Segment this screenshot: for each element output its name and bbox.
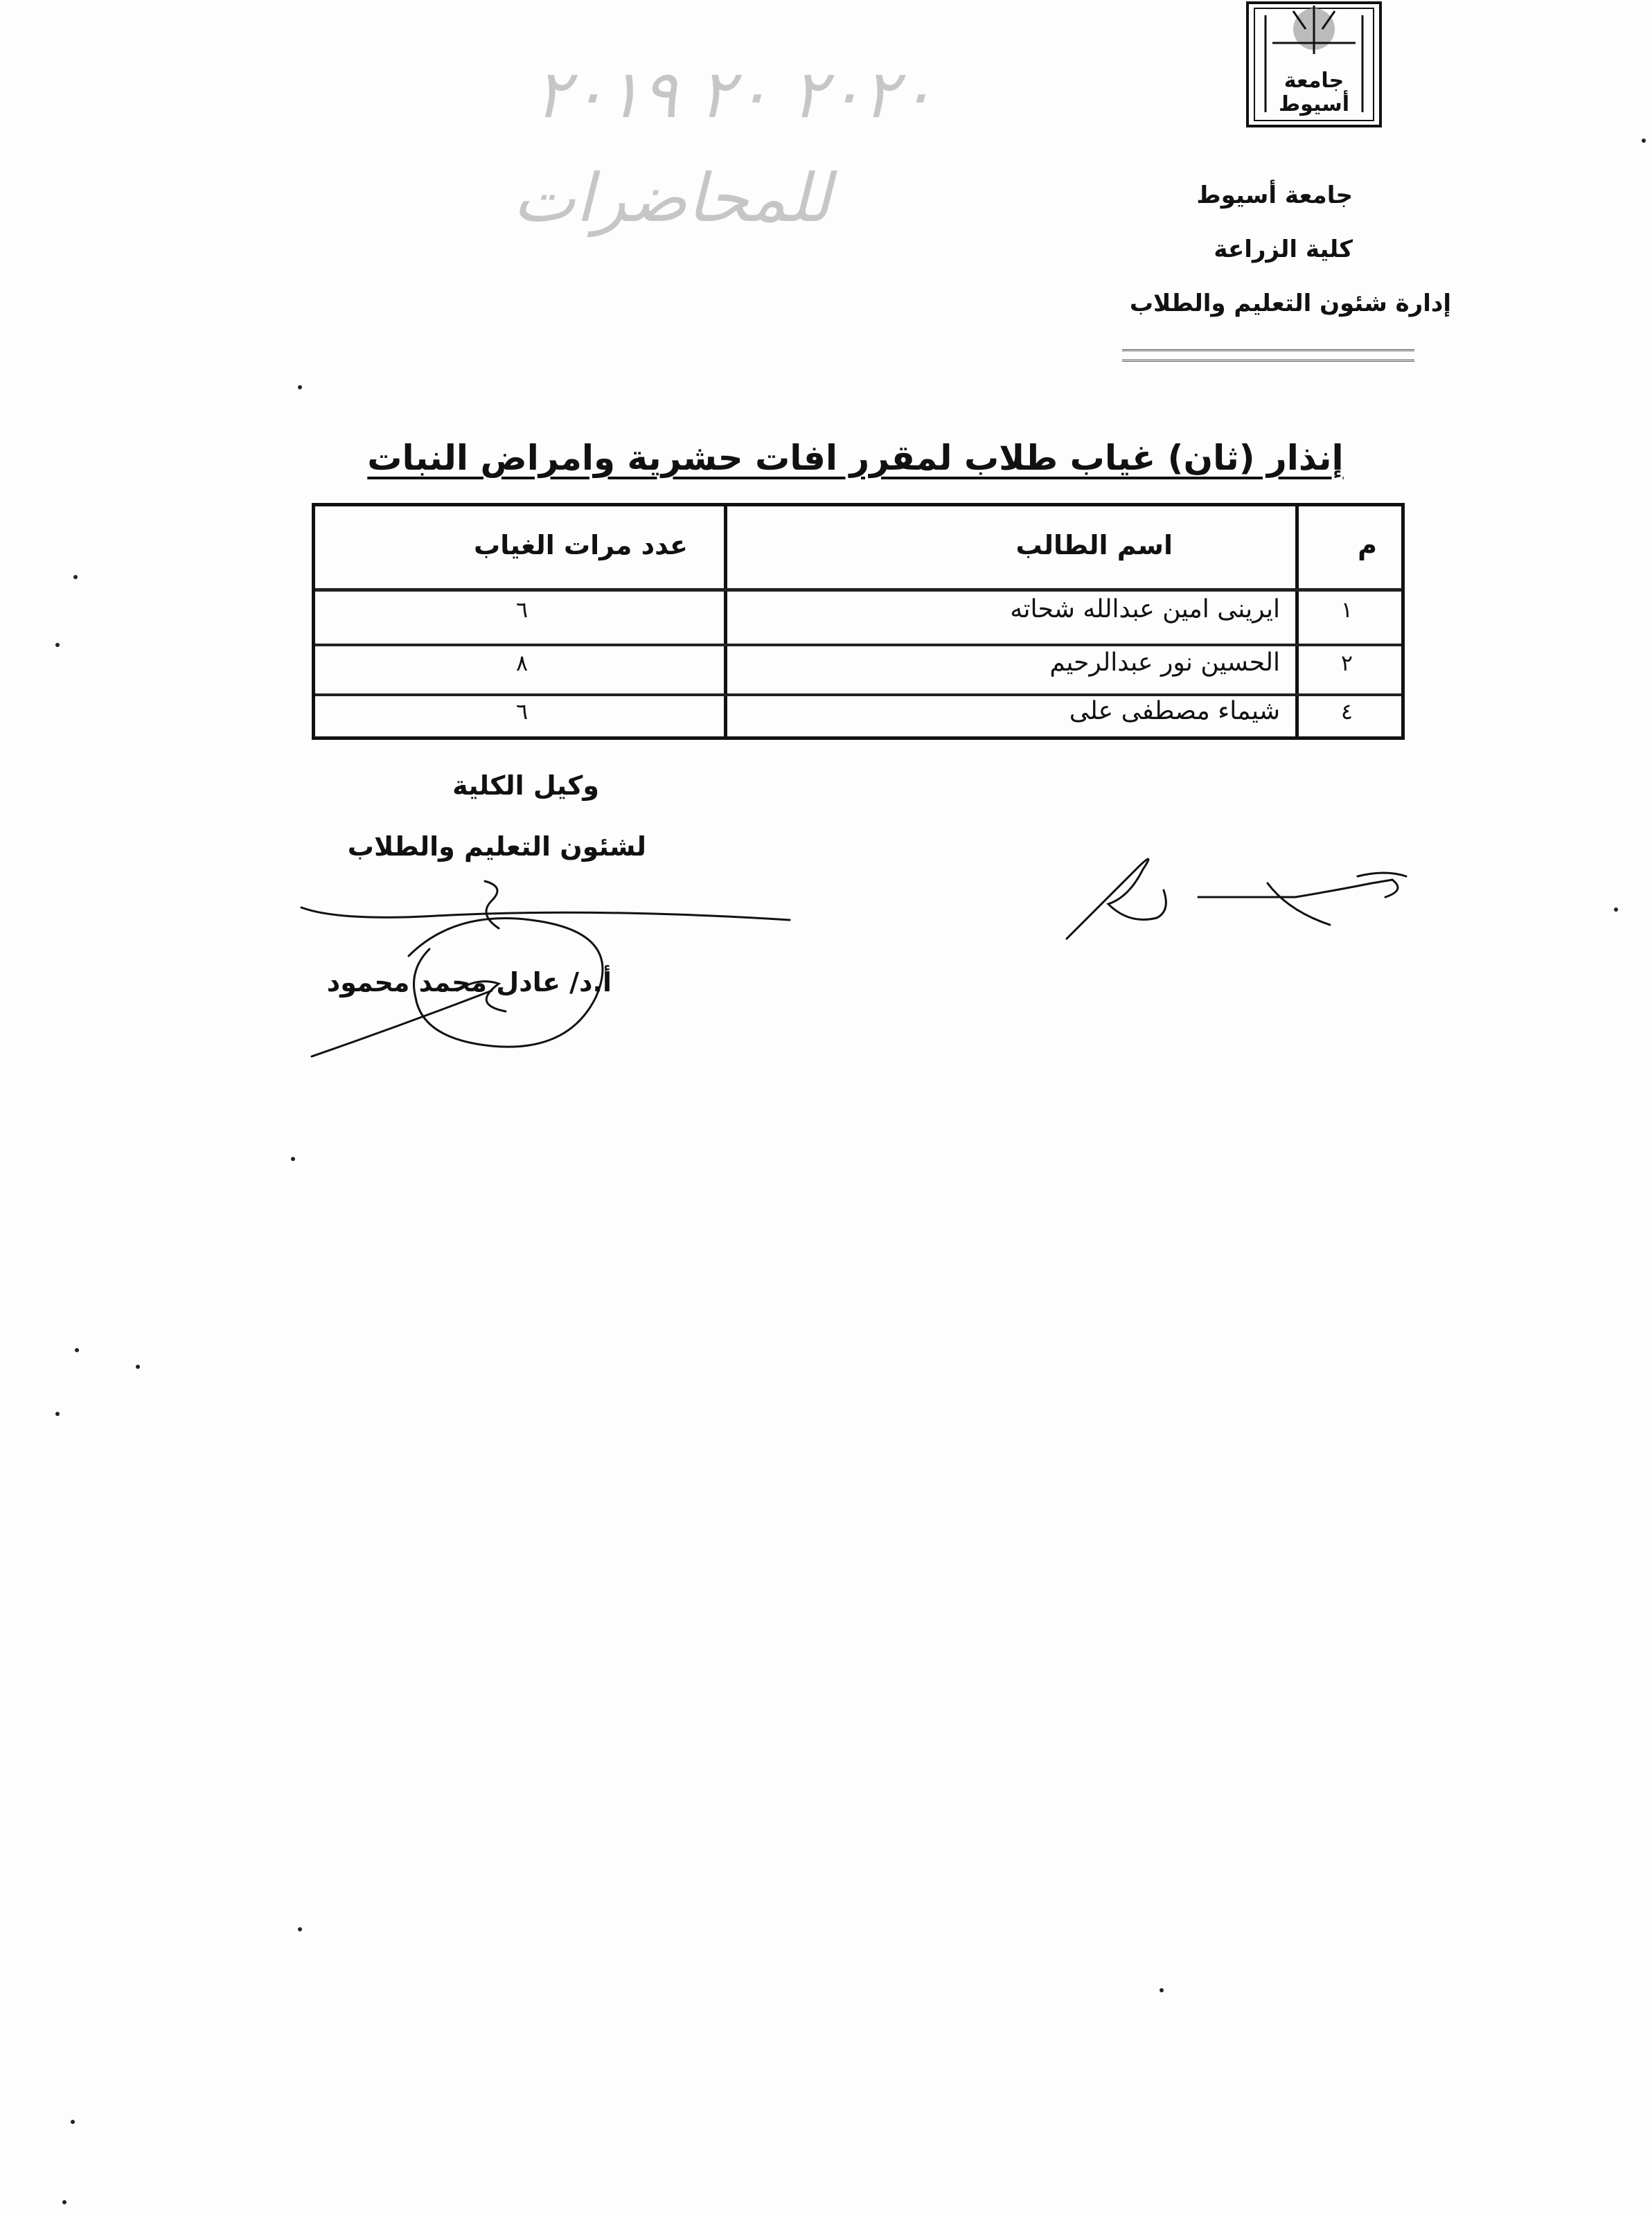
handwritten-line-1: ٢٠٢٠ ٢٠ ٢٠١٩ xyxy=(534,55,934,133)
scan-speck xyxy=(136,1365,140,1369)
signatory-name: أ.د/ عادل محمد محمود xyxy=(326,967,612,998)
scan-speck xyxy=(298,385,302,389)
table-row-3-name: شيماء مصطفى على xyxy=(1069,697,1280,725)
handwritten-line-2: للمحاضرات xyxy=(513,159,831,237)
scan-speck xyxy=(1642,139,1646,143)
department-name: إدارة شئون التعليم والطلاب xyxy=(1129,290,1451,317)
table-row-2-name: الحسين نور عبدالرحيم xyxy=(1049,648,1280,677)
table-row-1-name: ايرينى امين عبدالله شحاته xyxy=(1010,595,1280,623)
dean-signature xyxy=(298,880,824,1088)
staff-signature xyxy=(1060,842,1420,946)
signatory-title-line-1: وكيل الكلية xyxy=(452,770,599,801)
faculty-name: كلية الزراعة xyxy=(1214,236,1353,263)
column-header-absences: عدد مرات الغياب xyxy=(474,530,688,560)
scan-speck xyxy=(298,1927,302,1931)
scan-speck xyxy=(55,643,60,647)
scan-speck xyxy=(291,1157,295,1161)
header-divider xyxy=(1122,349,1414,362)
scan-speck xyxy=(75,1348,79,1352)
table-row-3-absences: ٦ xyxy=(516,698,529,725)
row-divider xyxy=(315,644,1401,646)
scan-speck xyxy=(73,575,78,579)
absence-table xyxy=(312,503,1405,740)
scan-speck xyxy=(1614,907,1618,912)
table-row-3-number: ٤ xyxy=(1340,698,1353,725)
scan-speck xyxy=(71,2120,75,2124)
table-row-1-absences: ٦ xyxy=(516,596,529,623)
column-divider xyxy=(724,506,727,736)
header-row-divider xyxy=(315,588,1401,592)
table-row-2-absences: ٨ xyxy=(516,650,529,676)
university-name: جامعة أسيوط xyxy=(1196,181,1353,209)
table-row-2-number: ٢ xyxy=(1340,650,1353,676)
scan-speck xyxy=(62,2200,66,2204)
document-title: إنذار (ثان) غياب طلاب لمقرر افات حشرية وامراض النبات xyxy=(367,438,1344,478)
handwritten-note xyxy=(388,55,1094,263)
signatory-title-line-2: لشئون التعليم والطلاب xyxy=(347,831,646,862)
column-header-number: م xyxy=(1358,530,1377,560)
logo-text: جامعة أسيوط xyxy=(1279,69,1349,116)
scan-speck xyxy=(1160,1988,1164,1992)
column-header-name: اسم الطالب xyxy=(1015,530,1173,560)
table-row-1-number: ١ xyxy=(1340,596,1353,623)
university-logo xyxy=(1245,1,1383,127)
column-divider xyxy=(1295,506,1299,736)
row-divider xyxy=(315,693,1401,696)
scan-speck xyxy=(55,1412,60,1416)
